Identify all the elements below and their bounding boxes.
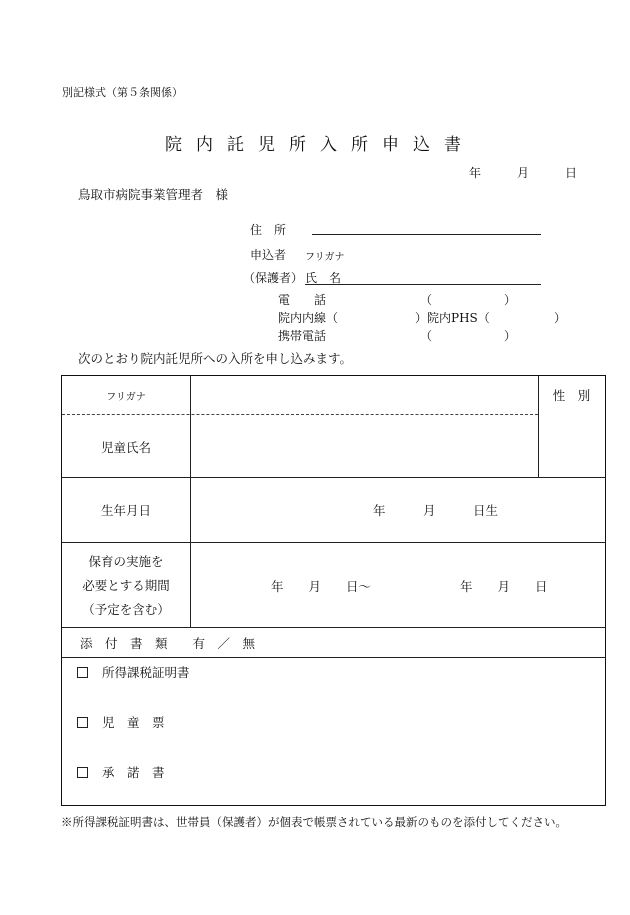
row-divider-period bbox=[62, 627, 605, 628]
period-label-line2: 必要とする期間 bbox=[82, 578, 170, 593]
period-label-line3: （予定を含む） bbox=[82, 602, 170, 617]
attachment-label: 児 童 票 bbox=[102, 715, 165, 730]
period-start[interactable]: 年 月 日～ bbox=[271, 579, 372, 594]
date-month-label: 月 bbox=[517, 166, 530, 180]
table-furigana-label: フリガナ bbox=[106, 392, 146, 403]
mobile-paren[interactable]: （ ） bbox=[420, 329, 517, 343]
period-label-line1: 保育の実施を bbox=[88, 554, 164, 569]
footnote: ※所得課税証明書は、世帯員（保護者）が個表で帳票されている最新のものを添付してください。 bbox=[61, 815, 567, 829]
applicant-furigana-label: フリガナ bbox=[305, 252, 345, 263]
date-day-label: 日 bbox=[565, 166, 578, 180]
row-divider-birth bbox=[62, 542, 605, 543]
checkbox-icon[interactable] bbox=[77, 717, 88, 728]
checkbox-icon[interactable] bbox=[77, 767, 88, 778]
applicant-label: 申込者 bbox=[250, 248, 287, 262]
birth-date-value[interactable]: 年 月 日生 bbox=[373, 503, 499, 518]
mobile-label: 携帯電話 bbox=[278, 329, 327, 343]
attachment-item[interactable] bbox=[77, 713, 165, 731]
address-line[interactable] bbox=[312, 234, 541, 235]
application-table bbox=[61, 375, 606, 806]
birth-label: 生年月日 bbox=[100, 503, 151, 518]
address-label: 住 所 bbox=[250, 223, 287, 237]
date-year-label: 年 bbox=[469, 166, 482, 180]
form-reference: 別記様式（第５条関係） bbox=[62, 86, 183, 99]
gender-label: 性 別 bbox=[552, 388, 591, 403]
checkbox-icon[interactable] bbox=[77, 667, 88, 678]
attachment-label: 承 諾 書 bbox=[102, 765, 165, 780]
attachment-item[interactable] bbox=[77, 663, 190, 681]
phs-label: 院内PHS（ bbox=[427, 311, 490, 325]
extension-label: 院内内線（ bbox=[278, 311, 339, 325]
attachment-item[interactable] bbox=[77, 763, 165, 781]
name-line[interactable] bbox=[305, 284, 541, 285]
period-end[interactable]: 年 月 日 bbox=[460, 579, 548, 594]
guardian-label: （保護者） bbox=[243, 271, 304, 285]
addressee: 鳥取市病院事業管理者 様 bbox=[78, 187, 229, 202]
name-label: 氏 名 bbox=[305, 271, 342, 285]
intro-text: 次のとおり院内託児所への入所を申し込みます。 bbox=[78, 351, 353, 366]
page-title: 院内託児所入所申込書 bbox=[165, 135, 475, 155]
attachment-label: 所得課税証明書 bbox=[102, 665, 190, 680]
furigana-input-cell[interactable] bbox=[191, 376, 537, 413]
child-name-label: 児童氏名 bbox=[100, 440, 151, 455]
label-column-divider bbox=[190, 376, 191, 627]
row-divider-attachments bbox=[62, 657, 605, 658]
row-divider-child bbox=[62, 477, 605, 478]
phs-close: ） bbox=[554, 311, 567, 325]
child-name-input-cell[interactable] bbox=[191, 415, 537, 476]
attachments-label: 添 付 書 類 有 ／ 無 bbox=[80, 636, 256, 651]
extension-close: ） bbox=[415, 311, 428, 325]
gender-input-cell[interactable] bbox=[539, 415, 605, 476]
phone-label: 電 話 bbox=[278, 293, 327, 307]
phone-paren[interactable]: （ ） bbox=[420, 293, 517, 307]
